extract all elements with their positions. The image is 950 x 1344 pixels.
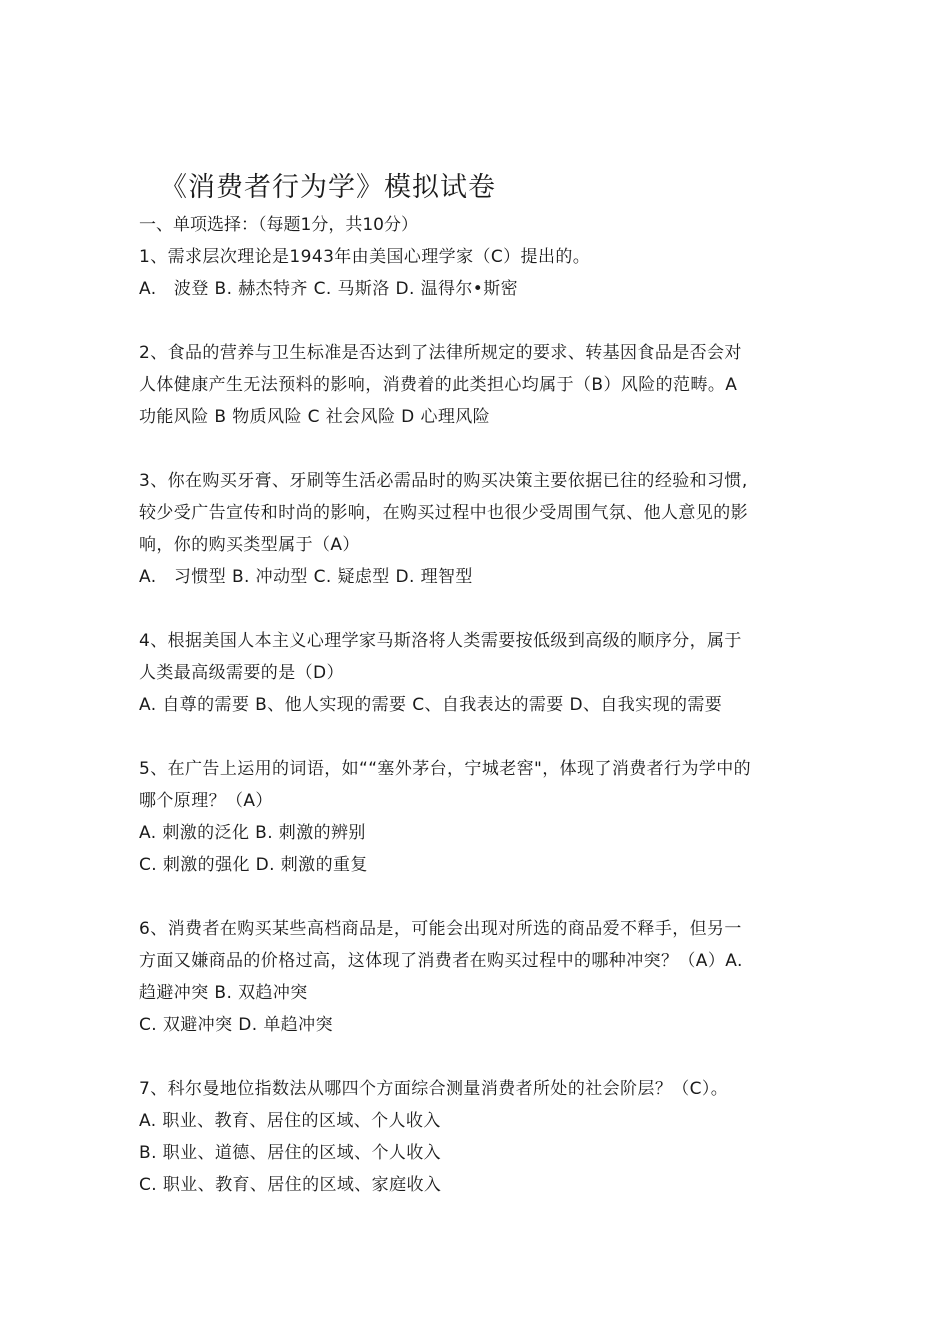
question-options: A. 波登 B. 赫杰特齐 C. 马斯洛 D. 温得尔•斯密 [139,279,519,299]
question-1 [139,241,814,305]
section-heading: 一、单项选择：（每题1分，共10分） [139,215,418,235]
question-line: 响，你的购买类型属于（A） [139,535,360,555]
question-options: B. 职业、道德、居住的区域、个人收入 [139,1143,442,1163]
question-options: A. 自尊的需要 B、他人实现的需要 C、自我表达的需要 D、自我实现的需要 [139,695,723,715]
question-options: A. 职业、教育、居住的区域、个人收入 [139,1111,441,1131]
question-3 [139,465,814,593]
question-options: C. 双避冲突 D. 单趋冲突 [139,1015,333,1035]
question-line: 人类最高级需要的是（D） [139,663,344,683]
questions-list [139,241,814,1233]
question-line: 5、在广告上运用的词语，如““塞外茅台，宁城老窖"，体现了消费者行为学中的 [139,759,752,779]
question-line: 1、需求层次理论是1943年由美国心理学家（C）提出的。 [139,247,591,267]
question-line: 6、消费者在购买某些高档商品是，可能会出现对所选的商品爱不释手，但另一 [139,919,742,939]
question-6 [139,913,814,1041]
question-2 [139,337,814,433]
question-options: C. 职业、教育、居住的区域、家庭收入 [139,1175,442,1195]
question-4 [139,625,814,721]
question-line: 2、食品的营养与卫生标准是否达到了法律所规定的要求、转基因食品是否会对 [139,343,742,363]
question-5 [139,753,814,881]
question-options: A. 刺激的泛化 B. 刺激的辨别 [139,823,366,843]
question-line: 4、根据美国人本主义心理学家马斯洛将人类需要按低级到高级的顺序分，属于 [139,631,742,651]
question-line: 人体健康产生无法预料的影响，消费着的此类担心均属于（B）风险的范畴。A [139,375,738,395]
question-options: 功能风险 B 物质风险 C 社会风险 D 心理风险 [139,407,491,427]
question-line: 哪个原理？（A） [139,791,273,811]
exam-title: 《消费者行为学》模拟试卷 [160,172,496,203]
question-7 [139,1073,814,1201]
question-options: 趋避冲突 B. 双趋冲突 [139,983,308,1003]
question-options: A. 习惯型 B. 冲动型 C. 疑虑型 D. 理智型 [139,567,473,587]
question-options: C. 刺激的强化 D. 刺激的重复 [139,855,368,875]
question-line: 方面又嫌商品的价格过高，这体现了消费者在购买过程中的哪种冲突？（A）A. [139,951,743,971]
question-line: 3、你在购买牙膏、牙刷等生活必需品时的购买决策主要依据已往的经验和习惯, [139,471,748,491]
question-line: 较少受广告宣传和时尚的影响，在购买过程中也很少受周围气氛、他人意见的影 [139,503,748,523]
question-line: 7、科尔曼地位指数法从哪四个方面综合测量消费者所处的社会阶层？（C）。 [139,1079,729,1099]
